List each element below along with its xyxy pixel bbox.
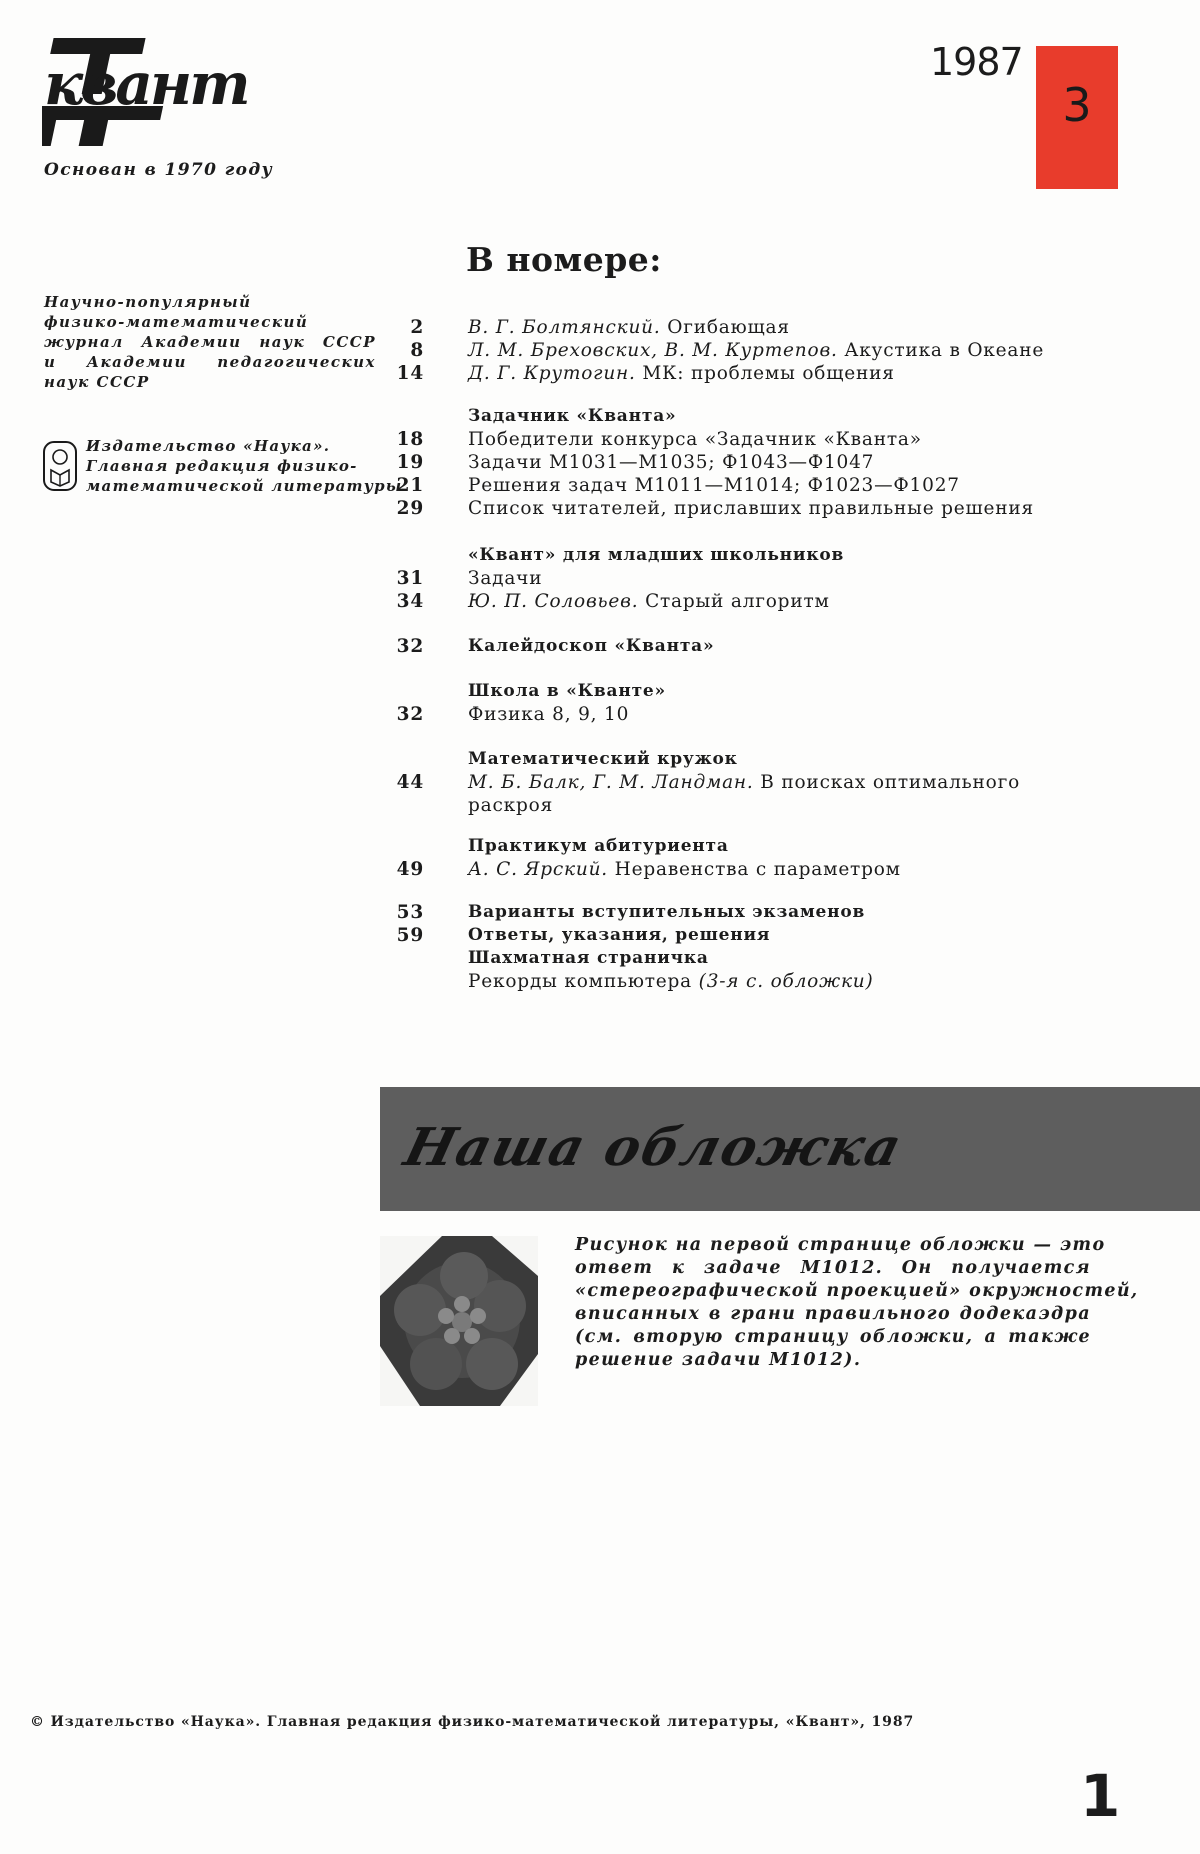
contents-spacer xyxy=(380,385,1100,405)
contents-spacer xyxy=(380,817,1100,835)
description-line: Научно-популярный xyxy=(44,293,252,311)
contents-entry xyxy=(380,771,1100,794)
page-ref: 53 xyxy=(396,902,424,923)
publisher-line: Издательство «Наука». xyxy=(86,437,331,455)
entry-title: Физика 8, 9, 10 xyxy=(468,704,630,725)
entry-text xyxy=(468,362,895,385)
issue-number: 3 xyxy=(1062,78,1092,132)
cover-illustration xyxy=(380,1236,538,1406)
entry-text xyxy=(468,835,729,858)
contents-entry xyxy=(380,316,1100,339)
contents-entry xyxy=(380,339,1100,362)
contents-section xyxy=(380,947,1100,970)
entry-title: Старый алгоритм xyxy=(638,591,830,612)
entry-title: Список читателей, приславших правильные решения xyxy=(468,498,1034,519)
entry-text xyxy=(468,901,865,924)
entry-text xyxy=(468,316,790,339)
entry-author: Д. Г. Крутогин. xyxy=(468,363,636,384)
entry-text xyxy=(468,748,738,771)
our-cover-title: Наша обложка xyxy=(398,1117,910,1178)
copyright-notice: © Издательство «Наука». Главная редакция физико-математической литературы, «Квант», 1987 xyxy=(30,1714,915,1730)
contents-section xyxy=(380,835,1100,858)
contents-spacer xyxy=(380,658,1100,680)
entry-title: Задачник «Кванта» xyxy=(468,406,677,426)
entry-title: «Квант» для младших школьников xyxy=(468,545,845,565)
logo-wordmark: квант xyxy=(44,50,248,118)
entry-text xyxy=(468,451,874,474)
caption-line: «стереографической проекцией» окружностей, xyxy=(575,1281,1139,1301)
contents-section xyxy=(380,924,1100,947)
issue-year: 1987 xyxy=(930,40,1023,84)
entry-title: Задачи xyxy=(468,568,543,589)
entry-text xyxy=(468,567,542,590)
table-of-contents xyxy=(380,316,1100,993)
entry-text xyxy=(468,428,922,451)
publisher-line: Главная редакция физико- xyxy=(86,457,358,475)
entry-text xyxy=(468,858,901,881)
entry-text xyxy=(468,474,960,497)
caption-line: вписанных в грани правильного додекаэдра xyxy=(575,1304,1091,1324)
entry-text xyxy=(468,339,1044,362)
entry-title: Задачи М1031—М1035; Ф1043—Ф1047 xyxy=(468,452,875,473)
entry-text xyxy=(468,497,1034,520)
page-ref: 44 xyxy=(396,772,424,793)
entry-title: В поисках оптимального xyxy=(753,772,1021,793)
contents-entry xyxy=(380,362,1100,385)
entry-note: (3-я с. обложки) xyxy=(698,971,874,992)
contents-entry xyxy=(380,590,1100,613)
page-ref: 18 xyxy=(396,429,424,450)
description-line: наук СССР xyxy=(44,373,150,391)
caption-line: ответ к задаче М1012. Он получается xyxy=(575,1258,1091,1278)
entry-author: Л. М. Бреховских, В. М. Куртепов. xyxy=(468,340,838,361)
founded-line: Основан в 1970 году xyxy=(44,160,274,180)
page-number: 1 xyxy=(1080,1762,1121,1830)
entry-text xyxy=(468,947,709,970)
contents-spacer xyxy=(380,520,1100,544)
contents-section xyxy=(380,405,1100,428)
page-ref: 32 xyxy=(396,636,424,657)
contents-entry xyxy=(380,858,1100,881)
contents-section xyxy=(380,544,1100,567)
entry-title: Варианты вступительных экзаменов xyxy=(468,902,866,922)
entry-text xyxy=(468,924,770,947)
description-line: журнал Академии наук СССР xyxy=(44,333,376,351)
page-ref: 59 xyxy=(396,925,424,946)
page-ref: 8 xyxy=(410,340,424,361)
our-cover-banner xyxy=(380,1087,1200,1211)
entry-title: раскроя xyxy=(468,795,554,816)
entry-author: Ю. П. Соловьев. xyxy=(468,591,639,612)
cover-caption xyxy=(575,1234,1139,1372)
description-line: и Академии педагогических xyxy=(44,353,376,371)
page-ref: 31 xyxy=(396,568,424,589)
caption-line: решение задачи М1012). xyxy=(575,1350,862,1370)
entry-title: Ответы, указания, решения xyxy=(468,925,771,945)
entry-text xyxy=(468,703,629,726)
entry-title: Шахматная страничка xyxy=(468,948,709,968)
entry-title: Рекорды компьютера xyxy=(468,971,699,992)
journal-description xyxy=(44,292,376,392)
entry-title: Калейдоскоп «Кванта» xyxy=(468,636,715,656)
entry-title: Решения задач М1011—М1014; Ф1023—Ф1027 xyxy=(468,475,960,496)
contents-heading: В номере: xyxy=(466,240,662,279)
entry-title: Неравенства с параметром xyxy=(608,859,901,880)
page-ref: 19 xyxy=(396,452,424,473)
entry-text xyxy=(468,635,714,658)
book-emblem-icon xyxy=(42,440,78,492)
entry-title: Практикум абитуриента xyxy=(468,836,729,856)
contents-entry xyxy=(380,497,1100,520)
entry-text xyxy=(468,590,830,613)
contents-section xyxy=(380,901,1100,924)
page-ref: 32 xyxy=(396,704,424,725)
entry-text xyxy=(468,544,844,567)
contents-section xyxy=(380,748,1100,771)
entry-title: Огибающая xyxy=(660,317,790,338)
journal-logo xyxy=(42,36,310,148)
contents-section xyxy=(380,635,1100,658)
page-ref: 29 xyxy=(396,498,424,519)
entry-title: МК: проблемы общения xyxy=(635,363,895,384)
entry-author: В. Г. Болтянский. xyxy=(468,317,661,338)
publisher-line: математической литературы xyxy=(86,477,403,495)
contents-entry xyxy=(380,970,1100,993)
page-ref: 49 xyxy=(396,859,424,880)
contents-entry xyxy=(380,474,1100,497)
entry-text xyxy=(468,405,676,428)
entry-text xyxy=(468,680,666,703)
contents-section xyxy=(380,680,1100,703)
contents-entry xyxy=(380,567,1100,590)
caption-line: (см. вторую страницу обложки, а также xyxy=(575,1327,1091,1347)
contents-spacer xyxy=(380,726,1100,748)
entry-author: М. Б. Балк, Г. М. Ландман. xyxy=(468,772,754,793)
page-ref: 2 xyxy=(410,317,424,338)
entry-title: Школа в «Кванте» xyxy=(468,681,666,701)
contents-entry xyxy=(380,794,1100,817)
entry-title: Победители конкурса «Задачник «Кванта» xyxy=(468,429,922,450)
entry-title: Акустика в Океане xyxy=(837,340,1045,361)
contents-spacer xyxy=(380,881,1100,901)
contents-entry xyxy=(380,451,1100,474)
caption-line: Рисунок на первой странице обложки — это xyxy=(575,1235,1106,1255)
entry-text xyxy=(468,794,553,817)
entry-title: Математический кружок xyxy=(468,749,738,769)
contents-spacer xyxy=(380,613,1100,635)
entry-text xyxy=(468,771,1020,794)
page-ref: 14 xyxy=(396,363,424,384)
description-line: физико-математический xyxy=(44,313,309,331)
kvant-logo-mark xyxy=(42,36,310,148)
contents-entry xyxy=(380,428,1100,451)
entry-text xyxy=(468,970,874,993)
issue-number-box xyxy=(1036,46,1118,189)
contents-entry xyxy=(380,703,1100,726)
dodecahedron-circles-image xyxy=(380,1236,538,1406)
page-ref: 34 xyxy=(396,591,424,612)
entry-author: А. С. Ярский. xyxy=(468,859,608,880)
page-ref: 21 xyxy=(396,475,424,496)
